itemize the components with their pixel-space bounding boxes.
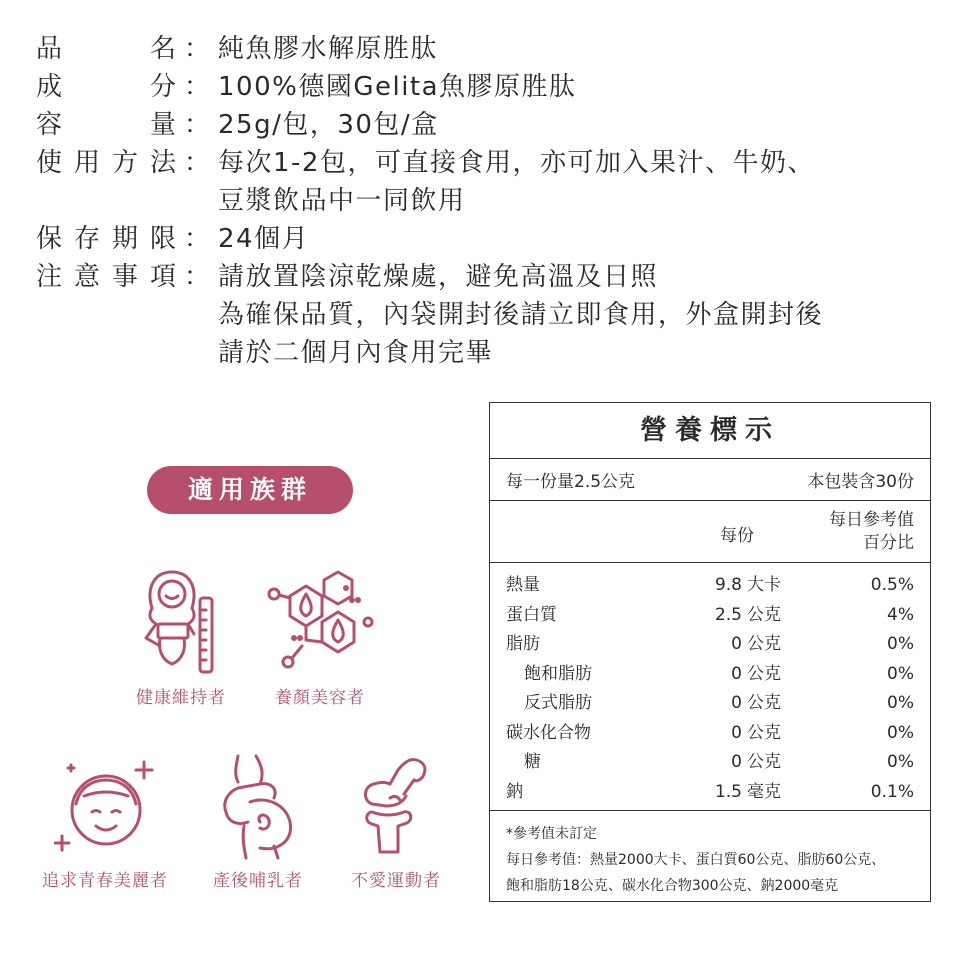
nutrition-row: [490, 601, 930, 631]
nutrition-row: [490, 571, 930, 601]
audience-label-4: 產後哺乳者: [213, 871, 303, 891]
nutrient-daily-pct: 0%: [887, 634, 914, 654]
nutrient-daily-pct: 0%: [887, 693, 914, 713]
nutrient-unit: 大卡: [747, 575, 781, 595]
audience-label-1: 健康維持者: [136, 688, 226, 708]
spec-colon: ：: [183, 72, 210, 102]
nutrient-daily-pct: 4%: [887, 604, 914, 625]
spec-row: [36, 30, 936, 68]
audience-label-3: 追求青春美麗者: [42, 871, 168, 891]
spec-label: 使 用 方 法: [36, 148, 176, 178]
audience-label-2: 養顏美容者: [275, 688, 365, 708]
nutrient-unit: 公克: [747, 663, 781, 684]
spec-value: 25g/包，30包/盒: [218, 110, 439, 140]
spec-label: 注 意 事 項: [36, 262, 176, 292]
pregnant-woman-icon: [216, 752, 306, 860]
nutrient-daily-pct: 0.5%: [870, 575, 914, 595]
spec-colon: ：: [183, 34, 210, 64]
spec-label: 容 量: [36, 110, 176, 140]
serving-info: [490, 459, 930, 501]
spec-colon: ：: [183, 262, 210, 292]
knee-joint-icon: [360, 756, 432, 856]
nutrient-unit: 公克: [747, 693, 781, 713]
nutrient-value: 0: [731, 693, 742, 713]
footnote: 飽和脂肪18公克、碳水化合物300公克、鈉2000毫克: [506, 878, 839, 894]
spec-label: 成 分: [36, 72, 176, 102]
nutrient-value: 1.5: [714, 781, 742, 802]
nutrient-value: 0: [731, 634, 742, 654]
spec-value: 每次1-2包，可直接食用，亦可加入果汁、牛奶、 豆漿飲品中一同飲用: [218, 148, 815, 216]
spec-row: [36, 106, 936, 144]
nutrient-unit: 公克: [747, 634, 781, 654]
nutrition-title: 營養標示: [490, 403, 930, 459]
nutrient-daily-pct: 0%: [887, 722, 914, 743]
face-mask-icon: [54, 756, 158, 856]
nutrient-value: 2.5: [714, 604, 742, 625]
nutrient-daily-pct: 0%: [887, 663, 914, 684]
nutrient-name: 反式脂肪: [524, 693, 592, 713]
nutrition-row: [490, 778, 930, 808]
nutrition-row: [490, 660, 930, 690]
spec-colon: ：: [183, 224, 210, 254]
nutrient-unit: 公克: [747, 722, 781, 743]
footnote: 每日參考值：熱量2000大卡、蛋白質60公克、脂肪60公克、: [506, 852, 886, 868]
fitness-woman-icon: [136, 568, 226, 680]
spec-value: 請放置陰涼乾燥處，避免高溫及日照 為確保品質，內袋開封後請立即食用，外盒開封後 請於二個月內食用完畢: [218, 262, 824, 368]
nutrient-unit: 公克: [747, 604, 781, 625]
nutrient-unit: 公克: [747, 752, 781, 772]
spec-value: 100%德國Gelita魚膠原胜肽: [218, 72, 577, 102]
nutrient-value: 0: [731, 752, 742, 772]
nutrition-row: [490, 630, 930, 660]
nutrition-row: [490, 719, 930, 749]
serving-size: 每一份量2.5公克: [506, 472, 636, 492]
nutrient-unit: 毫克: [747, 781, 781, 802]
spec-colon: ：: [183, 110, 210, 140]
spec-label: 品 名: [36, 34, 176, 64]
collagen-molecule-icon: [264, 568, 374, 672]
nutrient-value: 9.8: [714, 575, 742, 595]
spec-colon: ：: [183, 148, 210, 178]
nutrient-name: 鈉: [506, 781, 523, 802]
nutrient-value: 0: [731, 722, 742, 743]
spec-row: [36, 220, 936, 258]
nutrient-daily-pct: 0%: [887, 752, 914, 772]
spec-label: 保 存 期 限: [36, 224, 176, 254]
nutrition-table: [489, 402, 931, 902]
footnote: *參考值未訂定: [506, 826, 597, 842]
nutrition-row: [490, 689, 930, 719]
spec-value: 24個月: [218, 224, 310, 254]
nutrition-row: [490, 748, 930, 778]
spec-row: [36, 258, 936, 372]
nutrient-daily-pct: 0.1%: [870, 781, 914, 802]
audience-badge: 適用族群: [147, 466, 353, 514]
spec-row: [36, 68, 936, 106]
per-serving-header: 每份: [720, 526, 754, 546]
nutrient-name: 碳水化合物: [506, 722, 591, 743]
spec-value: 純魚膠水解原胜肽: [218, 34, 439, 64]
audience-label-5: 不愛運動者: [351, 871, 441, 891]
nutrient-name: 飽和脂肪: [524, 663, 592, 684]
nutrition-header: [490, 501, 930, 563]
nutrition-footnotes: [490, 811, 930, 909]
nutrient-name: 蛋白質: [506, 604, 557, 625]
nutrient-name: 熱量: [506, 575, 540, 595]
servings-per-package: 本包裝含30份: [807, 472, 914, 492]
nutrient-name: 脂肪: [506, 634, 540, 654]
spec-row: [36, 144, 936, 220]
daily-value-header: 每日參考值 百分比: [829, 510, 914, 553]
product-spec-list: [36, 30, 936, 372]
nutrient-name: 糖: [524, 752, 541, 772]
nutrient-value: 0: [731, 663, 742, 684]
nutrition-rows: [490, 563, 930, 811]
